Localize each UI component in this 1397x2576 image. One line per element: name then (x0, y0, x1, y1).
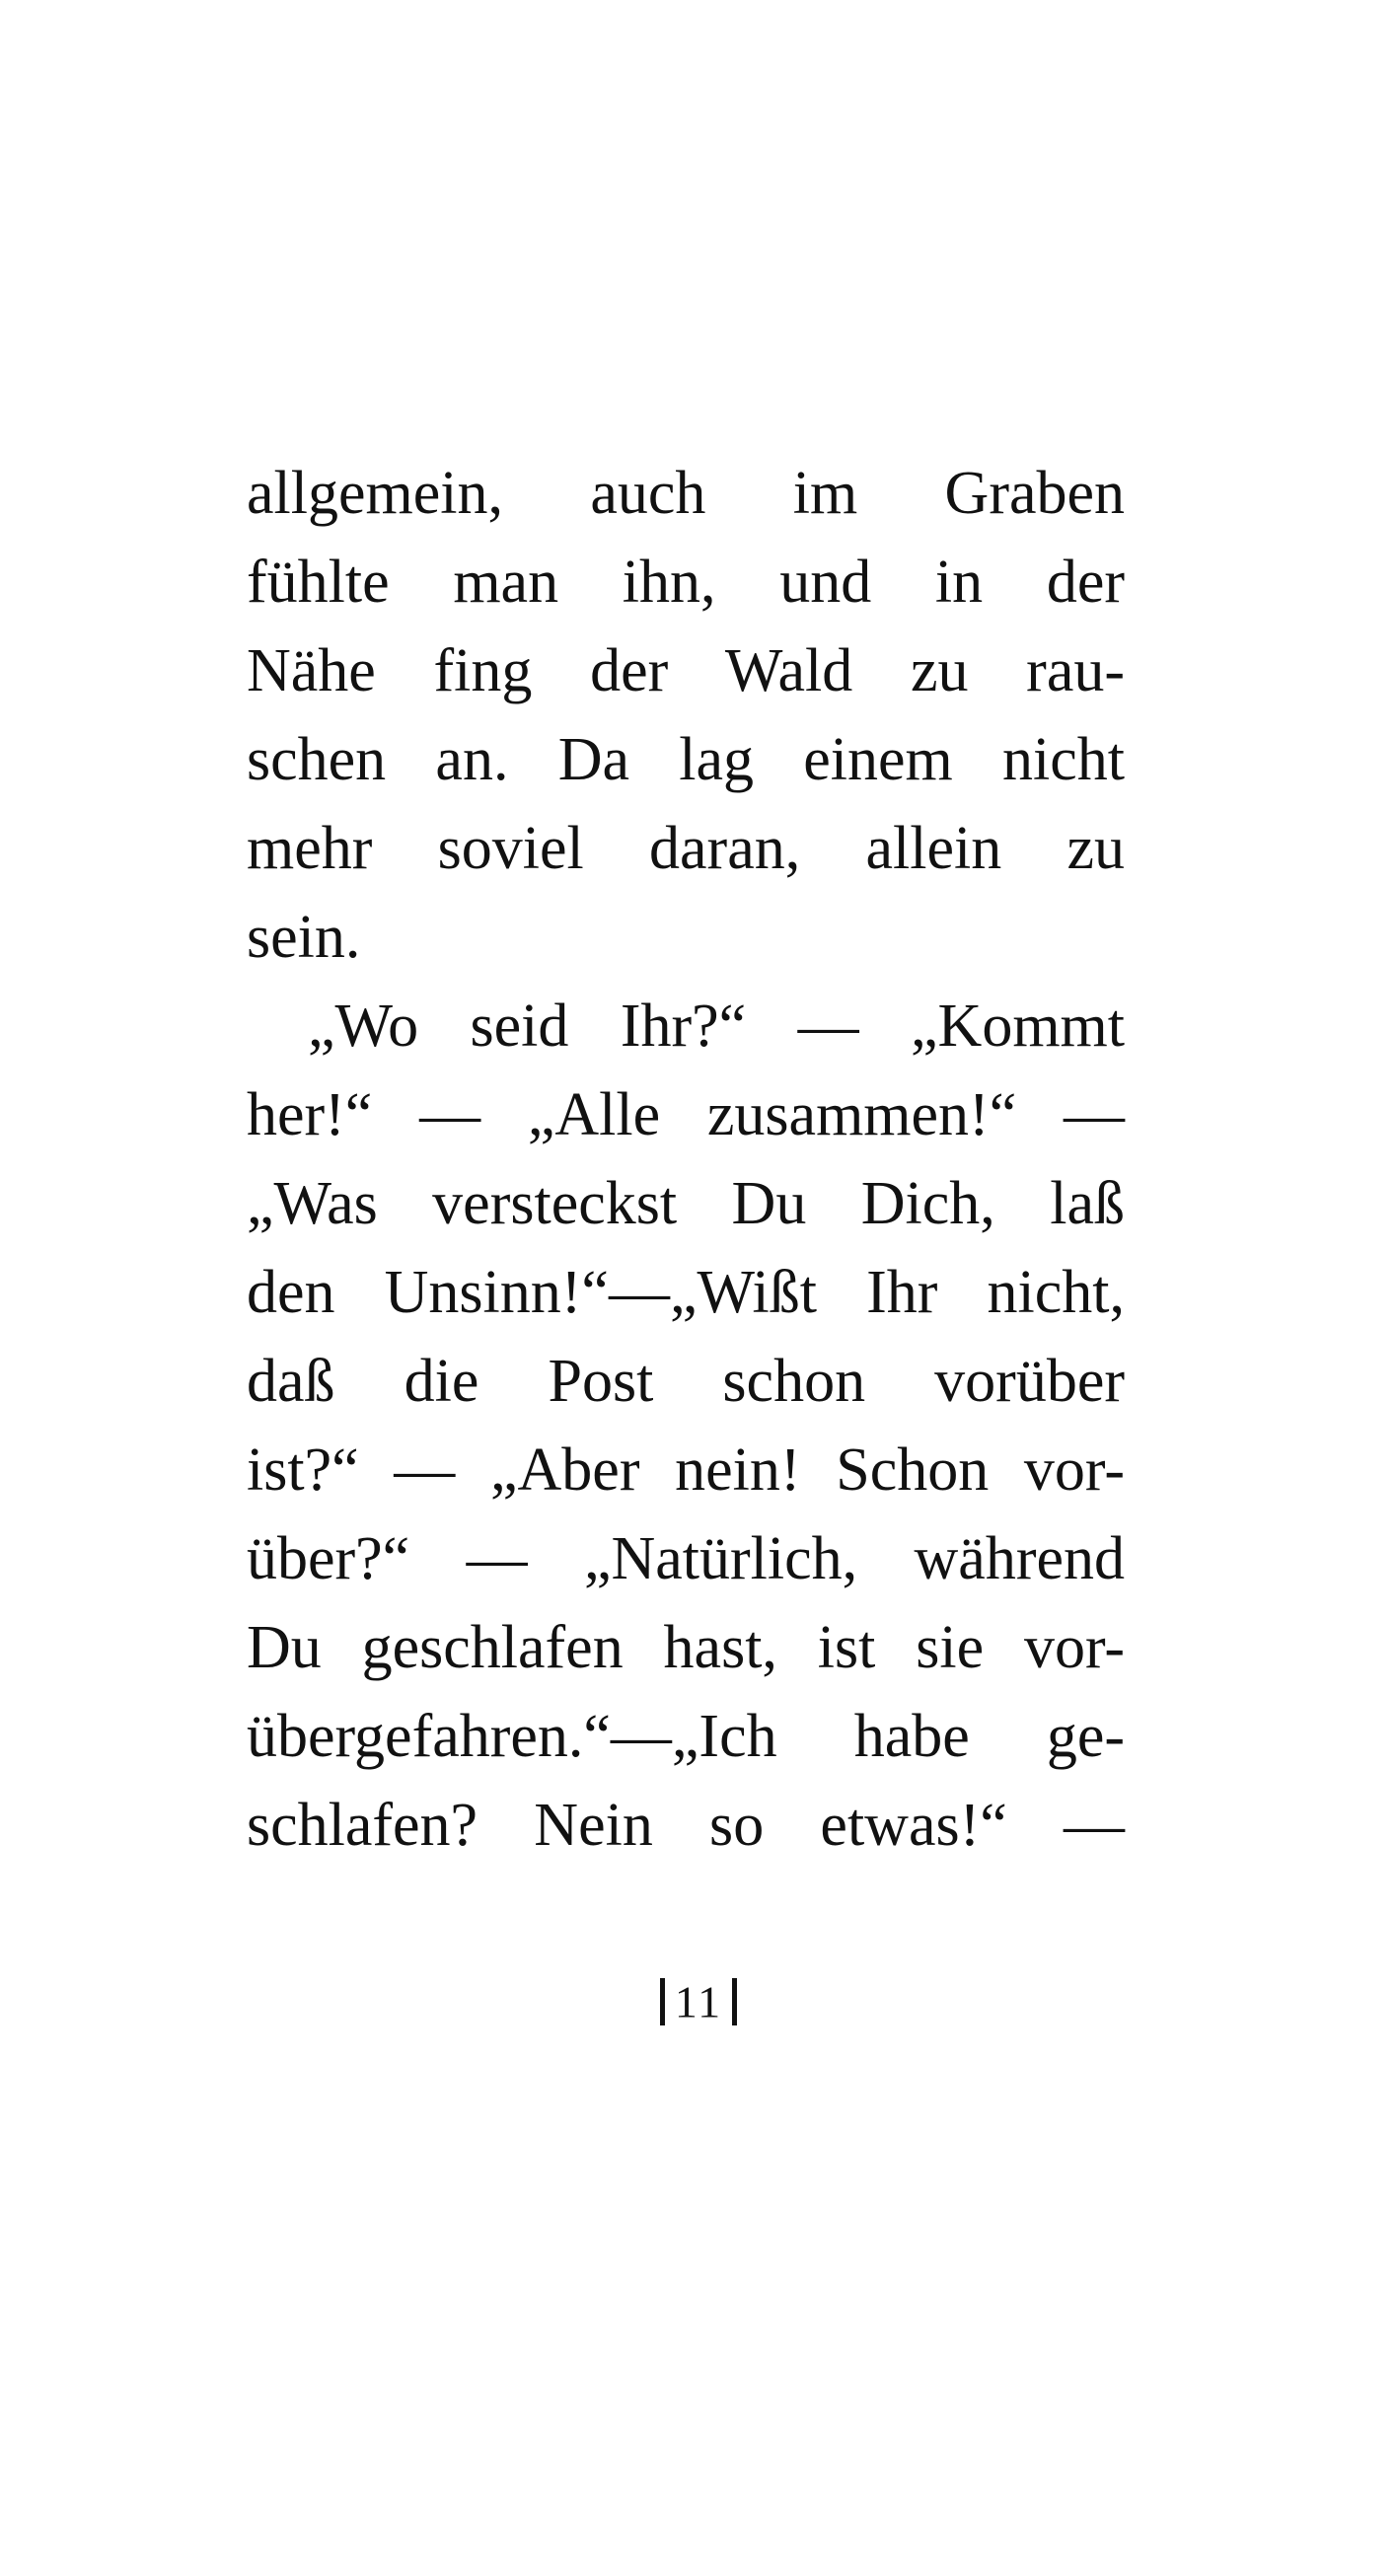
paragraph-1 (247, 449, 1125, 982)
text-line: her!“ — „Alle zusammen!“ — (247, 1081, 1125, 1148)
text-line: fühlte man ihn, und in der (247, 549, 1125, 616)
text-line: Nähe fing der Wald zu rau- (247, 637, 1125, 704)
text-line: allgemein, auch im Graben (247, 460, 1125, 527)
text-line: daß die Post schon vorüber (247, 1348, 1125, 1415)
text-line: den Unsinn!“—„Wißt Ihr nicht, (247, 1259, 1125, 1326)
text-line: sein. (247, 904, 361, 971)
text-line: übergefahren.“—„Ich habe ge- (247, 1703, 1125, 1770)
text-line: über?“ — „Natürlich, während (247, 1525, 1125, 1592)
text-line: ist?“ — „Aber nein! Schon vor- (247, 1436, 1125, 1504)
paragraph-2 (247, 982, 1125, 1870)
text-line: Du geschlafen hast, ist sie vor- (247, 1614, 1125, 1681)
text-line: schen an. Da lag einem nicht (247, 726, 1125, 793)
page-number-value: 11 (674, 1976, 723, 2027)
body-text (247, 449, 1125, 1870)
text-line: „Was versteckst Du Dich, laß (247, 1170, 1125, 1237)
text-line: mehr soviel daran, allein zu (247, 815, 1125, 882)
text-line: schlafen? Nein so etwas!“ — (247, 1792, 1125, 1859)
text-line: „Wo seid Ihr?“ — „Kommt (308, 993, 1125, 1060)
page-number (0, 1968, 1397, 2031)
page-number-left-bar (660, 1978, 665, 2025)
page-number-right-bar (732, 1978, 737, 2025)
